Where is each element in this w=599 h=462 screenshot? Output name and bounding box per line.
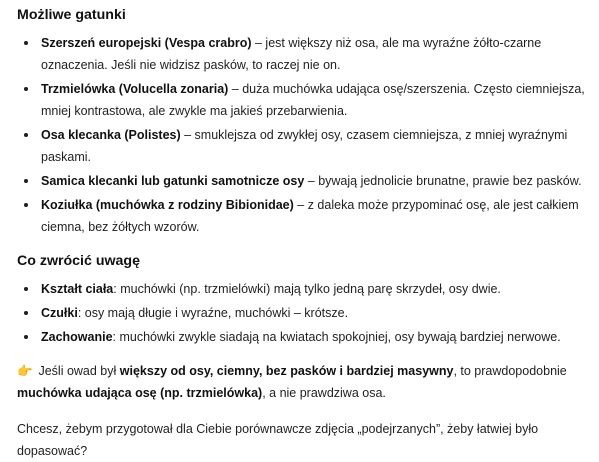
note-text: , to prawdopodobnie — [453, 364, 567, 378]
species-desc: – jest większy niż osa, ale ma wyraźne żółto-czarne oznaczenia. Jeśli nie widzisz pasków, to raczej nie on. — [41, 36, 542, 72]
species-desc: – bywają jednolicie brunatne, prawie bez pasków. — [304, 174, 582, 188]
tip-label: Zachowanie — [41, 330, 113, 344]
list-item — [17, 278, 585, 300]
species-name: Koziułka (muchówka z rodziny Bibionidae) — [41, 198, 294, 212]
tip-text: : osy mają długie i wyraźne, muchówki – krótsze. — [77, 306, 349, 320]
species-name: Samica klecanki lub gatunki samotnicze osy — [41, 174, 305, 188]
tips-list — [17, 278, 585, 348]
note-text: , a nie prawdziwa osa. — [262, 386, 386, 400]
species-name: Trzmielówka (Volucella zonaria) — [41, 82, 229, 96]
species-desc: – z daleka może przypominać osę, ale jest całkiem ciemna, bez żółtych wzorów. — [41, 198, 579, 234]
pointing-hand-icon: 👉 — [17, 364, 33, 378]
list-item — [17, 170, 585, 192]
note-bold: większy od osy, ciemny, bez pasków i bardziej masywny — [119, 364, 454, 378]
species-name: Szerszeń europejski (Vespa crabro) — [41, 36, 252, 50]
list-item — [17, 302, 585, 324]
tip-label: Kształt ciała — [41, 282, 114, 296]
list-item — [17, 326, 585, 348]
heading-what-to-notice: Co zwrócić uwagę — [17, 253, 140, 269]
species-desc: – smuklejsza od zwykłej osy, czasem ciemniejsza, z mniej wyraźnymi paskami. — [41, 128, 568, 164]
list-item — [17, 124, 585, 168]
species-name: Osa klecanka (Polistes) — [41, 128, 181, 142]
follow-up-question: Chcesz, żebym przygotował dla Ciebie porównawcze zdjęcia „podejrzanych”, żeby łatwiej było dopasować? — [17, 422, 539, 458]
list-item — [17, 78, 585, 122]
heading-possible-species: Możliwe gatunki — [17, 7, 126, 23]
note-text: Jeśli owad był — [35, 364, 120, 378]
species-desc: – duża muchówka udająca osę/szerszenia. Często ciemniejsza, mniej kontrastowa, ale zwykle ma jakieś przebarwienia. — [41, 82, 585, 118]
species-list — [17, 32, 585, 238]
list-item — [17, 194, 585, 238]
note-bold: muchówka udająca osę (np. trzmielówka) — [17, 386, 263, 400]
tip-text: : muchówki zwykle siadają na kwiatach spokojniej, osy bywają bardziej nerwowe. — [112, 330, 561, 344]
tip-text: : muchówki (np. trzmielówki) mają tylko jedną parę skrzydeł, osy dwie. — [113, 282, 501, 296]
list-item — [17, 32, 585, 76]
tip-label: Czułki — [41, 306, 78, 320]
conclusion-paragraph — [17, 360, 585, 404]
